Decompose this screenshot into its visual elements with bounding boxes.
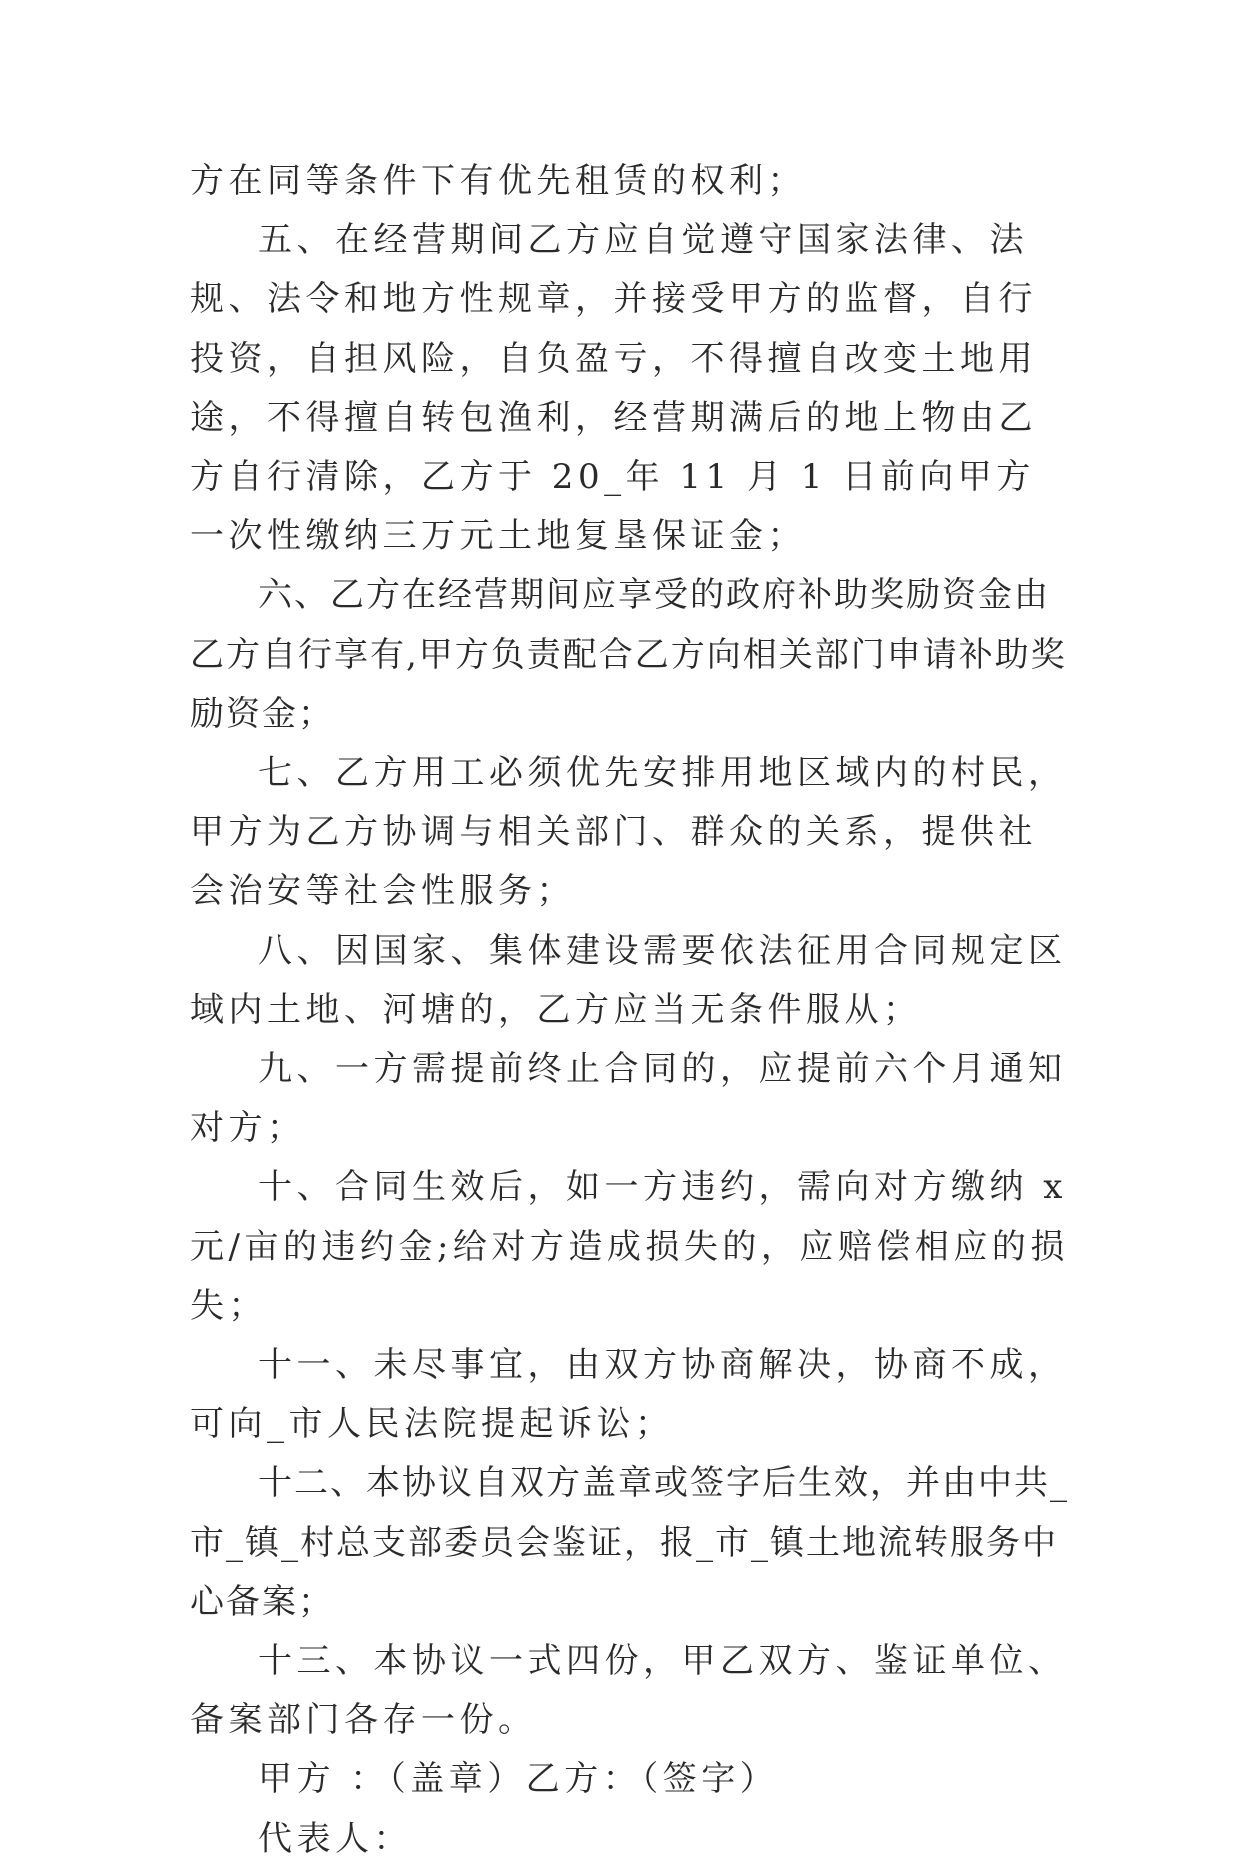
clause-8: 八、因国家、集体建设需要依法征用合同规定区域内土地、河塘的，乙方应当无条件服从； [190, 930, 1067, 1030]
clause-13: 十三、本协议一式四份，甲乙双方、鉴证单位、备案部门各存一份。 [190, 1641, 1067, 1741]
representative-line: 代表人： [258, 1818, 412, 1859]
clause-6: 六、乙方在经营期间应享受的政府补助奖励资金由乙方自行享有,甲方负责配合乙方向相关部门申请补助奖励资金； [190, 575, 1067, 734]
clause-7: 七、乙方用工必须优先安排用地区域内的村民，甲方为乙方协调与相关部门、群众的关系，提供社会治安等社会性服务； [190, 753, 1067, 912]
clause-9: 九、一方需提前终止合同的，应提前六个月通知对方； [190, 1049, 1067, 1149]
clause-12: 十二、本协议自双方盖章或签字后生效，并由中共_市_镇_村总支部委员会鉴证，报_市_镇土地流转服务中心备案； [190, 1463, 1069, 1622]
clause-5: 五、在经营期间乙方应自觉遵守国家法律、法规、法令和地方性规章，并接受甲方的监督，自行投资，自担风险，自负盈亏，不得擅自改变土地用途，不得擅自转包渔利，经营期满后的地上物由乙方自行清除，乙方于 20_年 11 月 1 日前向甲方一次性缴纳三万元土地复垦保证金； [190, 220, 1037, 557]
clause-11: 十一、未尽事宜，由双方协商解决，协商不成，可向_市人民法院提起诉讼； [190, 1345, 1067, 1445]
document-body [190, 152, 1070, 1869]
signature-line: 甲方 ：（盖章）乙方：（签字） [258, 1759, 779, 1800]
clause-10: 十、合同生效后，如一方违约，需向对方缴纳 x 元/亩的违约金;给对方造成损失的，应赔偿相应的损失； [190, 1167, 1069, 1326]
paragraph-1: 方在同等条件下有优先租赁的权利； [190, 161, 806, 201]
